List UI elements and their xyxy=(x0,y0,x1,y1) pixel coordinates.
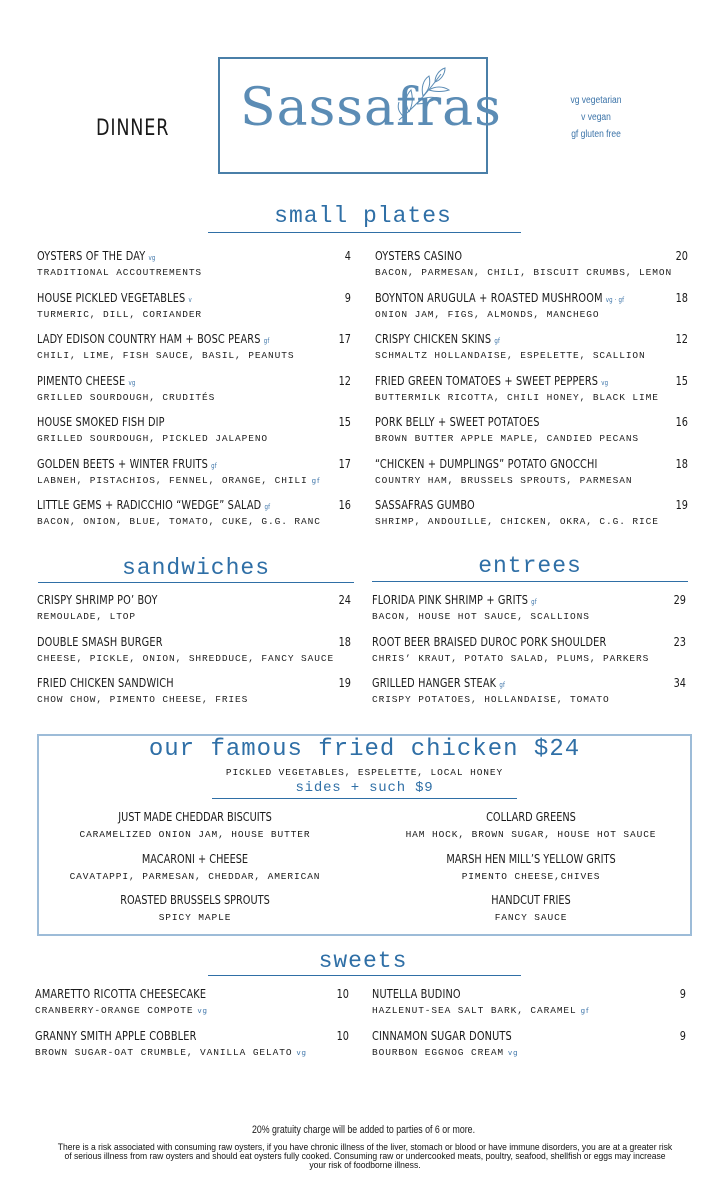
side-item xyxy=(25,809,365,840)
item-name-text: “CHICKEN + DUMPLINGS” POTATO GNOCCHI xyxy=(375,455,598,471)
menu-item-price: 9 xyxy=(679,986,686,1001)
item-desc-text: BROWN BUTTER APPLE MAPLE, CANDIED PECANS xyxy=(375,433,640,444)
side-item-name: MARSH HEN MILL’S YELLOW GRITS xyxy=(446,850,616,866)
diet-tag: gf xyxy=(311,476,321,485)
logo-wordmark: Sassafras xyxy=(240,78,502,138)
diet-tag: vg xyxy=(128,378,136,387)
item-desc-text: CHRIS’ KRAUT, POTATO SALAD, PLUMS, PARKERS xyxy=(372,652,650,664)
menu-item-price: 12 xyxy=(338,372,351,388)
item-name-text: CRISPY SHRIMP PO’ BOY xyxy=(37,592,158,607)
menu-item-price: 4 xyxy=(344,248,351,263)
menu-item-price: 18 xyxy=(675,289,688,305)
item-desc-text: ONION JAM, FIGS, ALMONDS, MANCHEGO xyxy=(375,308,600,320)
item-desc-text: BACON, ONION, BLUE, TOMATO, CUKE, G.G. RANC xyxy=(37,516,321,527)
menu-item-description xyxy=(375,516,659,527)
side-item-description: HAM HOCK, BROWN SUGAR, HOUSE HOT SAUCE xyxy=(405,829,657,840)
item-desc-text: GRILLED SOURDOUGH, PICKLED JALAPENO xyxy=(37,433,269,444)
diet-tag: vg xyxy=(296,1048,307,1057)
menu-item-description xyxy=(37,611,136,622)
diet-tag: vg xyxy=(601,378,609,387)
menu-item-description xyxy=(372,653,649,664)
menu-item-name xyxy=(375,456,598,471)
menu-item-price: 15 xyxy=(338,414,351,429)
section-divider xyxy=(372,581,688,582)
item-desc-text: BOURBON EGGNOG CREAM xyxy=(372,1046,505,1058)
menu-item-name xyxy=(372,592,537,607)
item-desc-text: BACON, PARMESAN, CHILI, BISCUIT CRUMBS, LEMON xyxy=(375,267,673,278)
menu-item-price: 24 xyxy=(338,592,351,607)
menu-item-name xyxy=(37,497,270,512)
menu-item-price: 17 xyxy=(338,331,351,346)
side-item xyxy=(361,892,701,923)
item-desc-text: CHOW CHOW, PIMENTO CHEESE, FRIES xyxy=(37,694,249,705)
menu-item-price: 12 xyxy=(675,331,688,346)
item-desc-text: CHILI, LIME, FISH SAUCE, BASIL, PEANUTS xyxy=(37,350,295,361)
item-desc-text: BACON, HOUSE HOT SAUCE, SCALLIONS xyxy=(372,611,590,622)
menu-item-price: 18 xyxy=(338,633,351,649)
menu-item-name xyxy=(375,290,624,305)
side-item-name: JUST MADE CHEDDAR BISCUITS xyxy=(118,809,272,824)
side-item-name: MACARONI + CHEESE xyxy=(141,850,249,866)
item-desc-text: GRILLED SOURDOUGH, CRUDITÉS xyxy=(37,391,216,403)
diet-tag: gf xyxy=(499,681,506,689)
menu-item-name xyxy=(35,1028,197,1043)
diet-tag: vg xyxy=(508,1048,519,1057)
menu-item-description xyxy=(37,267,202,278)
menu-item-name xyxy=(37,675,174,690)
menu-item-name xyxy=(372,675,505,690)
menu-item-description xyxy=(372,1047,518,1058)
item-desc-text: CRANBERRY-ORANGE COMPOTE xyxy=(35,1005,194,1016)
menu-item-name xyxy=(37,331,269,346)
item-desc-text: REMOULADE, LTOP xyxy=(37,611,137,622)
item-name-text: FRIED GREEN TOMATOES + SWEET PEPPERS xyxy=(375,372,599,388)
item-name-text: NUTELLA BUDINO xyxy=(372,986,461,1001)
menu-item-name xyxy=(35,986,206,1001)
menu-item-name xyxy=(375,248,462,263)
menu-item-name xyxy=(372,986,461,1001)
dinner-heading: DINNER xyxy=(96,116,170,141)
menu-item-price: 10 xyxy=(336,1027,349,1043)
menu-item-name xyxy=(372,634,606,649)
side-item xyxy=(25,892,365,923)
menu-item-name xyxy=(37,290,192,305)
menu-item-price: 34 xyxy=(673,675,686,690)
side-item-description: CAVATAPPI, PARMESAN, CHEDDAR, AMERICAN xyxy=(69,870,321,882)
menu-item-name xyxy=(375,373,608,388)
menu-item-name xyxy=(375,331,500,346)
item-desc-text: TRADITIONAL ACCOUTREMENTS xyxy=(37,267,203,278)
item-desc-text: SCHMALTZ HOLLANDAISE, ESPELETTE, SCALLION xyxy=(375,350,646,361)
sassafras-leaf-icon xyxy=(395,64,455,124)
item-name-text: GRANNY SMITH APPLE COBBLER xyxy=(35,1027,197,1043)
diet-legend xyxy=(556,92,636,143)
item-name-text: ROOT BEER BRAISED DUROC PORK SHOULDER xyxy=(372,633,607,649)
menu-item-price: 18 xyxy=(675,455,688,471)
menu-item-description xyxy=(37,392,215,403)
legend-vegetarian: vg vegetarian xyxy=(570,95,622,106)
diet-tag: gf xyxy=(263,337,270,345)
section-divider xyxy=(208,232,521,233)
raw-food-disclaimer: There is a risk associated with consuming raw oysters, if you have chronic illness of the liver, stomach or blood or have immune disorders, you are at a greater risk of serious illness from raw oysters and should eat oysters fully cooked. Consuming raw or undercooked meats, poultry, seafood, shellfish or eggs may increase your risk of foodborne illness. xyxy=(57,1142,673,1170)
item-name-text: GOLDEN BEETS + WINTER FRUITS xyxy=(37,455,208,471)
item-name-text: OYSTERS OF THE DAY xyxy=(37,248,146,263)
menu-item-name xyxy=(37,634,163,649)
side-item-description: SPICY MAPLE xyxy=(158,912,232,923)
menu-item-price: 16 xyxy=(338,497,351,512)
side-item-name: COLLARD GREENS xyxy=(486,809,576,824)
sides-title: sides + such $9 xyxy=(295,780,434,796)
menu-item-name xyxy=(372,1028,512,1043)
gratuity-notice: 20% gratuity charge will be added to parties of 6 or more. xyxy=(251,1124,476,1136)
menu-item-description xyxy=(35,1047,307,1058)
menu-item-description xyxy=(375,267,672,278)
diet-tag: gf xyxy=(211,461,217,470)
menu-item-price: 20 xyxy=(675,248,688,263)
side-item-description: CARAMELIZED ONION JAM, HOUSE BUTTER xyxy=(79,829,311,840)
section-divider xyxy=(38,582,354,583)
side-item-description: FANCY SAUCE xyxy=(494,912,568,923)
section-title-sweets: sweets xyxy=(318,948,408,974)
menu-item-description xyxy=(37,653,334,664)
item-name-text: CRISPY CHICKEN SKINS xyxy=(375,331,492,346)
menu-item-description xyxy=(37,516,321,527)
item-name-text: OYSTERS CASINO xyxy=(375,248,463,263)
menu-item-description xyxy=(372,1005,589,1016)
diet-tag: vg xyxy=(197,1007,208,1015)
menu-item-description xyxy=(375,392,659,403)
section-divider xyxy=(208,975,521,976)
menu-item-description xyxy=(37,350,294,361)
item-name-text: FRIED CHICKEN SANDWICH xyxy=(37,675,174,690)
section-title-small-plates: small plates xyxy=(274,203,452,229)
menu-item-description xyxy=(37,694,248,705)
diet-tag: gf xyxy=(531,598,537,606)
menu-item-description xyxy=(375,433,639,444)
diet-tag: gf xyxy=(264,503,271,511)
menu-item-description xyxy=(37,309,202,320)
item-desc-text: CHEESE, PICKLE, ONION, SHREDDUCE, FANCY SAUCE xyxy=(37,652,335,664)
fried-chicken-title: our famous fried chicken $24 xyxy=(148,736,581,763)
item-desc-text: TURMERIC, DILL, CORIANDER xyxy=(37,308,203,320)
item-name-text: PIMENTO CHEESE xyxy=(37,372,126,388)
side-item-name: ROASTED BRUSSELS SPROUTS xyxy=(120,892,270,907)
menu-item-name xyxy=(375,414,540,429)
item-desc-text: BUTTERMILK RICOTTA, CHILI HONEY, BLACK LIME xyxy=(375,391,659,403)
section-title-sandwiches: sandwiches xyxy=(121,555,271,581)
menu-item-description xyxy=(372,611,590,622)
item-name-text: FLORIDA PINK SHRIMP + GRITS xyxy=(372,592,529,607)
diet-tag: gf xyxy=(494,337,501,345)
side-item xyxy=(361,809,701,840)
item-name-text: LADY EDISON COUNTRY HAM + BOSC PEARS xyxy=(37,331,261,346)
item-name-text: CINNAMON SUGAR DONUTS xyxy=(372,1027,512,1043)
menu-item-price: 19 xyxy=(675,497,688,512)
menu-item-description xyxy=(35,1005,208,1016)
item-name-text: HOUSE SMOKED FISH DIP xyxy=(37,414,165,429)
side-item xyxy=(25,851,365,882)
menu-item-name xyxy=(37,248,156,263)
section-title-entrees: entrees xyxy=(478,553,582,579)
menu-item-name xyxy=(37,414,165,429)
item-name-text: SASSAFRAS GUMBO xyxy=(375,497,475,512)
menu-item-description xyxy=(372,694,610,705)
diet-tag: vg · gf xyxy=(605,295,625,304)
item-name-text: HOUSE PICKLED VEGETABLES xyxy=(37,289,186,305)
menu-item-price: 19 xyxy=(338,675,351,690)
menu-item-price: 9 xyxy=(344,289,351,305)
diet-tag: vg xyxy=(148,254,156,262)
menu-item-price: 9 xyxy=(679,1027,686,1043)
menu-item-name xyxy=(37,373,135,388)
menu-item-description xyxy=(375,475,632,486)
item-desc-text: BROWN SUGAR-OAT CRUMBLE, VANILLA GELATO xyxy=(35,1046,293,1058)
menu-item-description xyxy=(375,309,599,320)
item-desc-text: COUNTRY HAM, BRUSSELS SPROUTS, PARMESAN xyxy=(375,474,633,486)
item-name-text: BOYNTON ARUGULA + ROASTED MUSHROOM xyxy=(375,289,603,305)
menu-item-name xyxy=(37,456,217,471)
item-desc-text: HAZLENUT-SEA SALT BARK, CARAMEL xyxy=(372,1005,577,1016)
diet-tag: v xyxy=(188,295,192,304)
item-name-text: PORK BELLY + SWEET POTATOES xyxy=(375,414,540,429)
side-item xyxy=(361,851,701,882)
item-desc-text: SHRIMP, ANDOUILLE, CHICKEN, OKRA, C.G. RICE xyxy=(375,516,659,527)
menu-item-name xyxy=(375,497,475,512)
menu-item-price: 16 xyxy=(675,414,688,429)
menu-item-price: 15 xyxy=(675,372,688,388)
diet-tag: gf xyxy=(580,1007,590,1015)
item-name-text: DOUBLE SMASH BURGER xyxy=(37,633,163,649)
legend-gluten-free: gf gluten free xyxy=(571,129,621,140)
fried-chicken-description: PICKLED VEGETABLES, ESPELETTE, LOCAL HONEY xyxy=(225,767,504,778)
menu-item-description xyxy=(37,433,268,444)
item-name-text: GRILLED HANGER STEAK xyxy=(372,675,497,690)
menu-item-name xyxy=(37,592,158,607)
side-item-name: HANDCUT FRIES xyxy=(491,892,571,907)
menu-item-description xyxy=(37,475,320,486)
sides-divider xyxy=(212,798,517,799)
item-desc-text: CRISPY POTATOES, HOLLANDAISE, TOMATO xyxy=(372,694,610,705)
menu-item-price: 17 xyxy=(338,455,351,471)
menu-item-description xyxy=(375,350,646,361)
item-name-text: AMARETTO RICOTTA CHEESECAKE xyxy=(35,986,207,1001)
item-desc-text: LABNEH, PISTACHIOS, FENNEL, ORANGE, CHILI xyxy=(37,474,308,486)
menu-item-price: 10 xyxy=(336,986,349,1001)
side-item-description: PIMENTO CHEESE,CHIVES xyxy=(461,870,601,882)
legend-vegan: v vegan xyxy=(581,112,611,123)
menu-item-price: 29 xyxy=(673,592,686,607)
item-name-text: LITTLE GEMS + RADICCHIO “WEDGE” SALAD xyxy=(37,497,262,512)
menu-item-price: 23 xyxy=(673,633,686,649)
